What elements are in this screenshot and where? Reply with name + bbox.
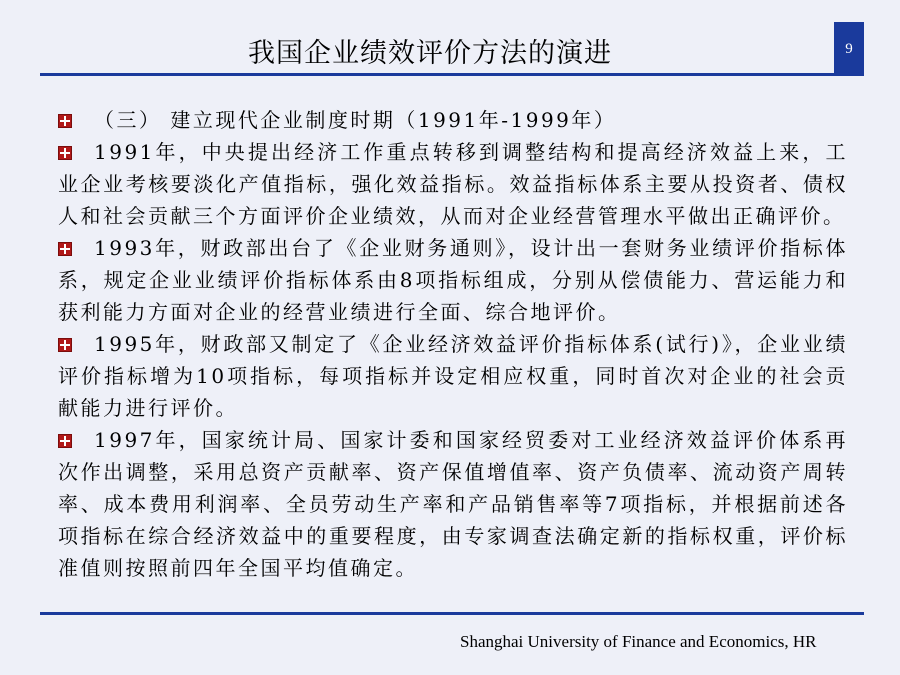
footer-divider [40,612,864,615]
title-divider [40,73,864,76]
bullet-box-icon [58,114,72,128]
bullet-box-icon [58,242,72,256]
bullet-item [58,232,848,328]
slide-title: 我国企业绩效评价方法的演进 [248,38,612,69]
bullet-text: （三） 建立现代企业制度时期（1991年-1999年） [94,108,617,132]
bullet-text: 1993年，财政部出台了《企业财务通则》，设计出一套财务业绩评价指标体系，规定企业业绩评价指标体系由8项指标组成，分别从偿债能力、营运能力和获利能力方面对企业的经营业绩进行全面、综合地评价。 [58,236,848,324]
bullet-text: 1997年，国家统计局、国家计委和国家经贸委对工业经济效益评价体系再次作出调整，采用总资产贡献率、资产保值增值率、资产负债率、流动资产周转率、成本费用利润率、全员劳动生产率和产品销售率等7项指标，并根据前述各项指标在综合经济效益中的重要程度，由专家调查法确定新的指标权重，评价标准值则按照前四年全国平均值确定。 [58,428,848,580]
bullet-box-icon [58,146,72,160]
bullet-item [58,104,848,136]
footer-text: Shanghai University of Finance and Economics, HR [460,632,817,651]
bullet-box-icon [58,434,72,448]
page-number-box [834,22,864,76]
bullet-item [58,424,848,584]
bullet-text: 1991年，中央提出经济工作重点转移到调整结构和提高经济效益上来，工业企业考核要淡化产值指标，强化效益指标。效益指标体系主要从投资者、债权人和社会贡献三个方面评价企业绩效，从而对企业经营管理水平做出正确评价。 [58,140,848,228]
slide-content [58,104,848,584]
bullet-box-icon [58,338,72,352]
bullet-item [58,328,848,424]
page-number: 9 [845,40,853,57]
bullet-item [58,136,848,232]
bullet-text: 1995年，财政部又制定了《企业经济效益评价指标体系(试行)》，企业业绩评价指标增为10项指标，每项指标并设定相应权重，同时首次对企业的社会贡献能力进行评价。 [58,332,848,420]
